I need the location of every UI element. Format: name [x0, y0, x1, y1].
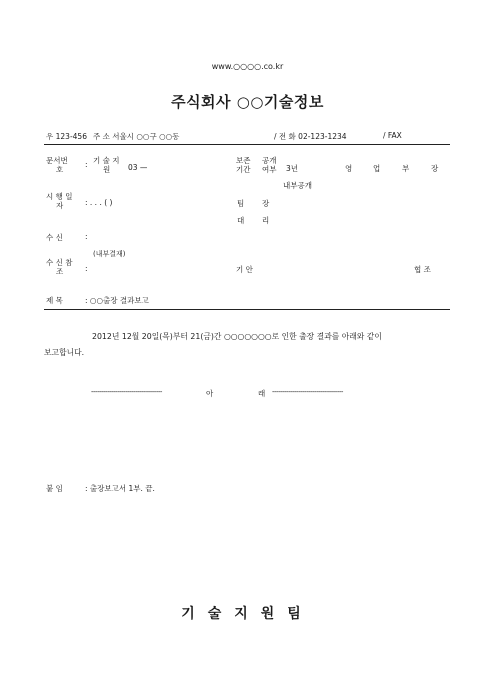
drafter-label: 기 안 — [236, 265, 253, 274]
retention-value: 3년 — [286, 164, 299, 173]
disclosure-value: 내부공개 — [283, 181, 312, 190]
cc-label: 수 신 참 조 — [46, 258, 73, 276]
disclosure-label: 공개 여부 — [262, 156, 277, 174]
body-line-1: 2012년 12월 20일(목)부터 21(금)간 ○○○○○○○로 인한 출장 결과를 아래와 같이 — [92, 332, 382, 341]
attachment-label: 붙 임 — [46, 484, 63, 493]
attachment-value: : 출장보고서 1부. 끝. — [85, 484, 155, 493]
doc-number-value: 03 — — [128, 163, 148, 172]
retention-label: 보존 기간 — [236, 156, 251, 174]
deputy-label-1: 대 — [237, 216, 245, 225]
effective-date-label: 시 행 일 자 — [46, 192, 73, 210]
subject-rule — [44, 309, 450, 310]
header-rule — [44, 144, 450, 145]
cc-note: (내부결재) — [93, 250, 126, 258]
effective-date-value: : . . . ( ) — [85, 198, 113, 207]
cooperation-label: 협 조 — [414, 265, 431, 274]
recipient-label: 수 신 — [46, 233, 63, 242]
fax-label: / FAX — [383, 131, 402, 140]
deputy-label-2: 리 — [262, 216, 270, 225]
dept-char-4: 장 — [431, 164, 439, 173]
dept-char-2: 업 — [373, 164, 381, 173]
team-lead-label-1: 팀 — [237, 199, 245, 208]
company-website: www.○○○○.co.kr — [211, 62, 284, 71]
divider-right: ----------------------------------- — [272, 388, 343, 396]
divider-left: ----------------------------------- — [91, 388, 162, 396]
doc-number-prefix: 기 술 지 원 — [93, 156, 120, 174]
postal-code: 우 123-456 — [46, 132, 87, 141]
address: 주 소 서울시 ○○구 ○○동 — [93, 132, 180, 141]
subject-label: 제 목 — [46, 296, 63, 305]
company-name: 주식회사 ○○기술정보 — [171, 93, 324, 111]
cc-value: : — [85, 264, 88, 273]
divider-char-a: 아 — [206, 389, 214, 398]
issuing-team: 기술지원팀 — [181, 606, 314, 622]
subject-value: : ○○출장 결과보고 — [85, 296, 149, 305]
body-line-2: 보고합니다. — [44, 348, 85, 357]
divider-char-rae: 래 — [258, 389, 266, 398]
doc-number-colon: : — [85, 160, 88, 169]
phone-number: / 전 화 02-123-1234 — [274, 132, 347, 141]
dept-char-1: 영 — [345, 164, 353, 173]
recipient-value: : — [85, 232, 88, 241]
doc-number-label: 문서번 호 — [46, 156, 68, 174]
team-lead-label-2: 장 — [262, 199, 270, 208]
dept-char-3: 부 — [402, 164, 410, 173]
